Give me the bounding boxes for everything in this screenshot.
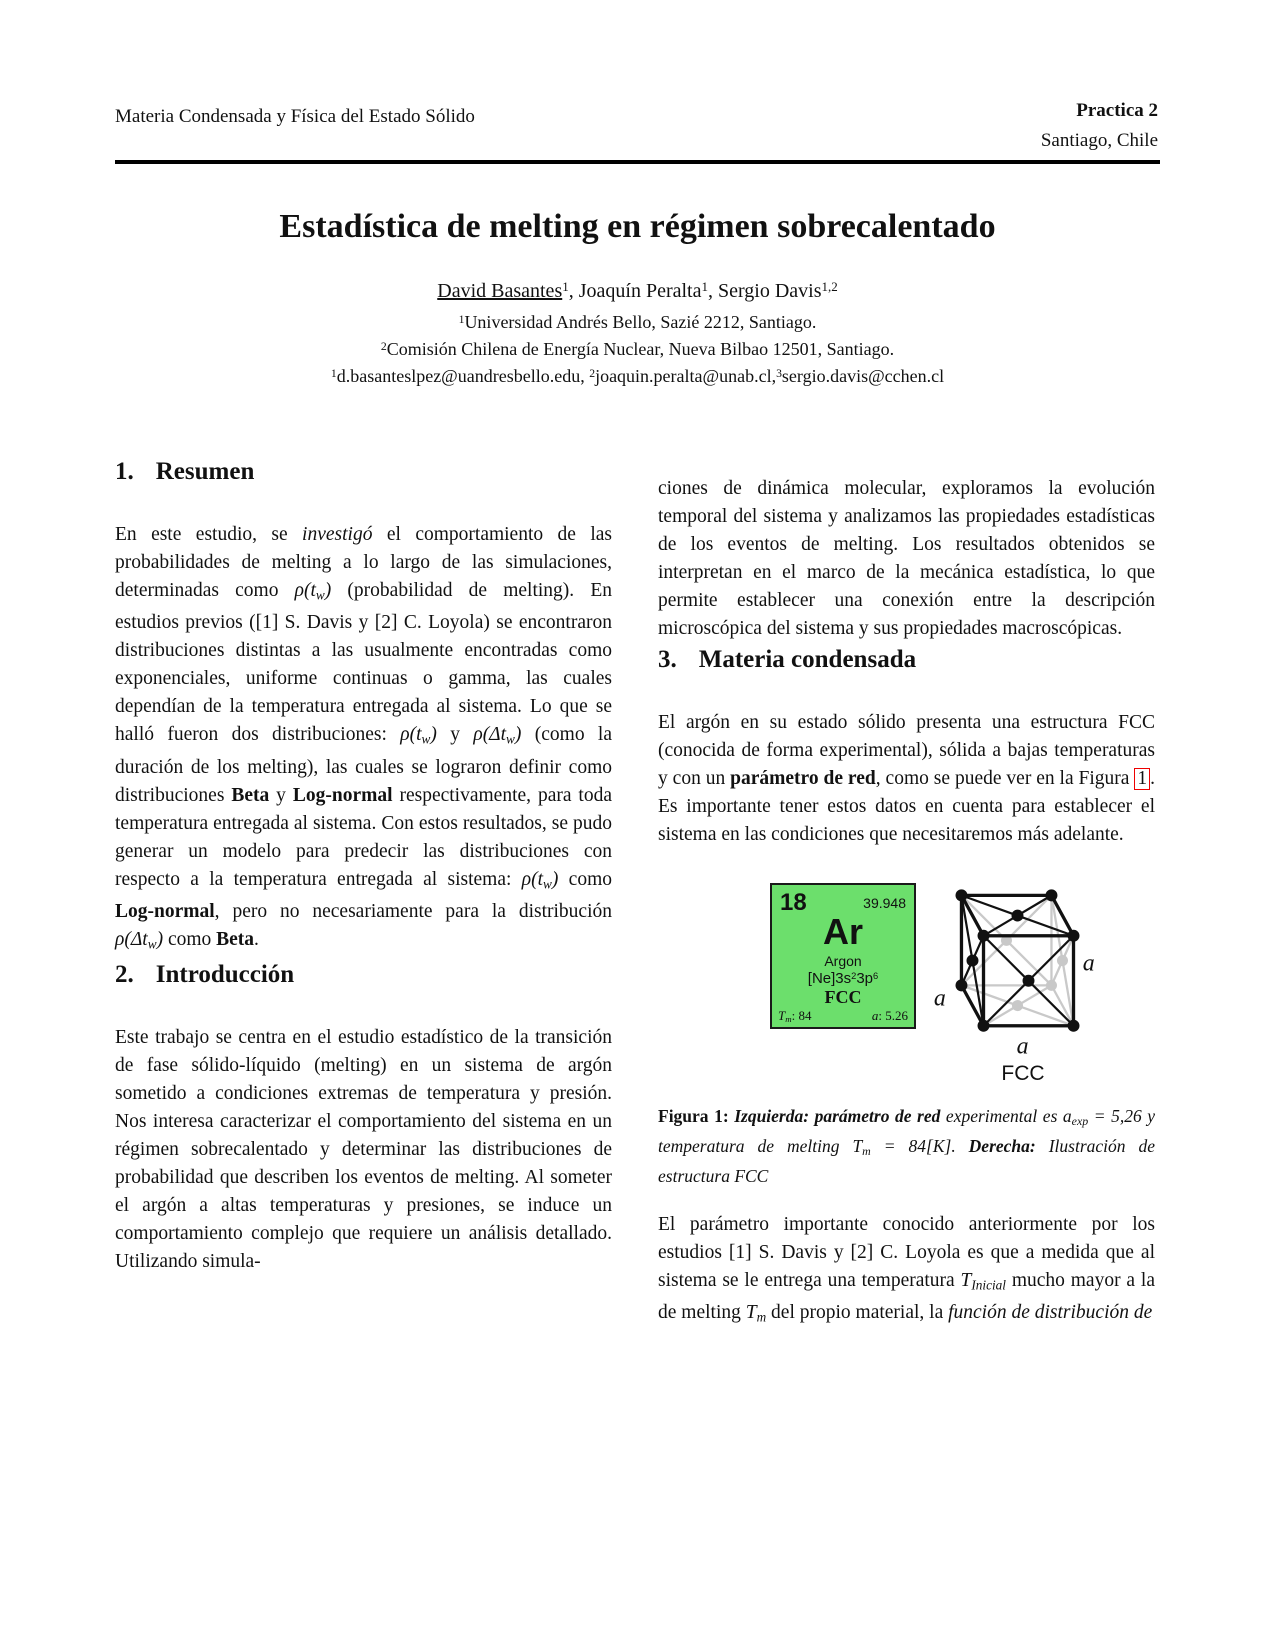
text-run: Ilustración de estructura FCC [658, 1135, 1155, 1186]
section-heading-resumen [115, 455, 612, 489]
text-run: w [315, 587, 325, 603]
text-run: m [756, 1309, 767, 1325]
text-run: m [785, 1014, 792, 1024]
text-run: respectivamente, para toda temperatura entregada al sistema. Con estos resultados, se pudo generar un modelo para predecir las distribuciones con respecto a la temperatura entregada al sistema: [115, 784, 613, 890]
text-run: a [871, 1007, 879, 1023]
text-run: , pero no necesariamente para la distribución [214, 900, 612, 922]
text-run: exp [1071, 1113, 1089, 1128]
text-run: Este trabajo se centra en el estudio estadístico de la transición de fase sólido-líquido (melting) en un sistema de argón sometido a condiciones extremas de temperatura y presión. Nos interesa caracterizar el comportamiento del sistema en un régimen sobrecalentado y determinar las distribuciones de probabilidad que describen los eventos de melting. Al someter el argón a altas temperaturas y presiones, se induce un comportamiento complejo que requiere un análisis detallado. Utilizando simula- [115, 1027, 612, 1273]
text-run: ρ(t [521, 868, 544, 890]
text-run: ciones de dinámica molecular, exploramos la evolución temporal del sistema y analizamos las propiedades estadísticas de los eventos de melting. Los resultados obtenidos se interpretan en el marco de la mecánica estadística, lo que permite establecer una conexión entre la descripción microscópica del sistema y sus propiedades macroscópicas. [658, 478, 1155, 639]
text-run: ) [324, 580, 332, 601]
header-right-block [658, 96, 1158, 156]
text-run: David Basantes [437, 280, 563, 302]
text-run: , como se puede ver en la Figura [875, 768, 1135, 789]
text-run: sergio.davis@cchen.cl [781, 366, 945, 386]
lattice-constant [872, 1008, 908, 1024]
text-run: ρ(t [294, 580, 316, 601]
text-run: 2 [589, 366, 596, 380]
text-run: y [436, 724, 474, 746]
text-run: Universidad Andrés Bello, Sazié 2212, Santiago. [464, 312, 817, 332]
text-run: función de distribución de [948, 1302, 1153, 1324]
text-run: ) [514, 724, 522, 746]
text-run: (probabilidad de melting). En estudios previos ([1] S. Davis y [2] C. Loyola) se encontraron distribuciones distintas a las usualmente encontradas como exponenciales, uniforme continuas o gamma, las cuales dependían de la temperatura entregada al sistema. Lo que se halló fueron dos distribuciones: [115, 580, 612, 746]
paragraph-resumen [115, 521, 612, 958]
paragraph-materia-condensada [658, 709, 1155, 849]
text-run: T [745, 1302, 757, 1324]
section-title: Materia condensada [698, 646, 917, 673]
text-run: ) [551, 868, 559, 890]
text-run: El parámetro importante conocido anteriormente por los estudios [1] S. Davis y [2] C. Loyola es que a medida que al sistema se le entrega una temperatura [658, 1213, 1155, 1291]
argon-element-card [770, 883, 916, 1029]
section-heading-introduccion [115, 958, 612, 992]
text-run: En este estudio, se [115, 524, 303, 545]
lattice-a-label-left: a [933, 985, 946, 1012]
text-run: : 5.26 [878, 1007, 908, 1023]
section-title: Introducción [155, 961, 295, 989]
header-course-title: Materia Condensada y Física del Estado Sólido [115, 106, 475, 127]
text-run: K [932, 1135, 945, 1156]
text-run: , Sergio Davis [707, 280, 822, 302]
text-run: ρ(Δt [473, 724, 507, 746]
text-run: como [558, 868, 612, 890]
figure-1-reference-link[interactable]: 1 [1134, 768, 1150, 790]
section-number: 3. [658, 646, 677, 673]
emails-line [60, 366, 1215, 387]
text-run: d.basanteslpez@uandresbello.edu, [336, 366, 590, 386]
header-rule [115, 160, 1160, 164]
column-right [658, 455, 1155, 1332]
paragraph-after-figure [658, 1211, 1155, 1332]
text-run: w [506, 731, 515, 747]
text-run: parámetro de red [730, 768, 876, 789]
text-run: como [163, 928, 217, 950]
text-run: ) [430, 724, 437, 746]
text-run: T [778, 1007, 786, 1023]
text-run: ) [156, 928, 164, 950]
text-run: Inicial [971, 1277, 1006, 1293]
paragraph-right-top [658, 475, 1155, 643]
text-run: Izquierda: parámetro de red [734, 1106, 946, 1126]
atomic-number: 18 [780, 889, 807, 916]
section-heading-materia-condensada [658, 643, 1155, 677]
electron-configuration [772, 970, 914, 987]
text-run: 1 [458, 312, 465, 326]
text-run: = 84[ [870, 1135, 933, 1156]
text-run: Comisión Chilena de Energía Nuclear, Nueva Bilbao 12501, Santiago. [386, 339, 895, 359]
text-run: T [852, 1135, 863, 1156]
text-run: ρ(Δt [115, 928, 148, 950]
text-run: y [269, 784, 293, 806]
text-run: 3 [776, 366, 782, 380]
atomic-mass: 39.948 [863, 895, 906, 911]
text-run: ]. [944, 1135, 969, 1156]
text-run: 1 [701, 279, 708, 295]
crystal-structure-label: FCC [824, 987, 862, 1007]
text-run: mucho mayor a la de melting [658, 1269, 1155, 1324]
section-title: Resumen [155, 458, 255, 485]
paragraph-introduccion [115, 1024, 612, 1276]
section-number: 1. [115, 458, 134, 485]
header-practice-label: Practica 2 [1076, 100, 1158, 121]
text-run: 1 [562, 279, 569, 295]
text-run: . Es importante tener estos datos en cuenta para establecer el sistema en las condiciones que necesitaremos más adelante. [658, 768, 1156, 845]
element-symbol: Ar [822, 911, 863, 952]
text-run: = 5,26 y temperatura de melting [658, 1106, 1155, 1156]
figure-1-caption [658, 1104, 1155, 1189]
text-run: 2 [851, 970, 857, 981]
lattice-a-label-bottom: a [1016, 1033, 1029, 1057]
element-name: Argon [824, 953, 862, 969]
melting-temperature [778, 1008, 812, 1024]
text-run: Beta [216, 928, 255, 950]
text-run: Figura 1: [658, 1106, 735, 1126]
text-run: [Ne]3s [807, 970, 852, 987]
lattice-a-label-right: a [1082, 950, 1095, 977]
text-run: 1 [330, 366, 337, 380]
affiliation-2 [60, 339, 1215, 360]
text-run: Log-normal [115, 900, 215, 922]
text-run: Beta [231, 784, 270, 806]
text-run: joaquin.peralta@unab.cl, [595, 366, 777, 386]
text-run: 2 [380, 339, 387, 353]
text-run: investigó [302, 524, 373, 545]
text-run: w [421, 731, 431, 747]
text-run: : 84 [791, 1007, 812, 1023]
element-card-bottom-row [778, 1008, 908, 1024]
paper-title: Estadística de melting en régimen sobrecalentado [279, 208, 996, 245]
text-run: . [254, 928, 259, 950]
section-number: 2. [115, 961, 134, 989]
text-run: ρ(t [400, 724, 422, 746]
fcc-structure-caption: FCC [1001, 1062, 1045, 1085]
text-run: El argón en su estado sólido presenta una estructura FCC (conocida de forma experimental), sólida a bajas temperaturas y con un [658, 712, 1155, 789]
fcc-structure-illustration [930, 877, 1116, 1086]
text-run: Log-normal [292, 784, 393, 806]
text-run: del propio material, la [766, 1302, 949, 1324]
text-run: experimental es [945, 1106, 1063, 1126]
fcc-cube-svg [930, 877, 1116, 1057]
text-run: w [543, 875, 552, 891]
text-run: a [1062, 1106, 1072, 1126]
text-run: 6 [873, 970, 879, 981]
figure-1 [658, 877, 1155, 1086]
text-run: m [862, 1143, 871, 1158]
text-run: 3p [856, 970, 874, 987]
text-run: el comportamiento de las probabilidades de melting a lo largo de las simulaciones, determinadas como [115, 524, 612, 601]
text-run: (como la duración de los melting), las cuales se lograron definir como distribuciones [115, 724, 612, 806]
column-left [115, 455, 612, 1276]
header-location-label: Santiago, Chile [1040, 130, 1158, 151]
text-run: , Joaquín Peralta [568, 280, 702, 302]
authors-line [60, 280, 1215, 303]
text-run: w [147, 936, 157, 952]
text-run: 1,2 [821, 279, 838, 295]
affiliation-1 [60, 312, 1215, 333]
text-run: T [960, 1269, 972, 1291]
text-run: Derecha: [968, 1135, 1049, 1156]
